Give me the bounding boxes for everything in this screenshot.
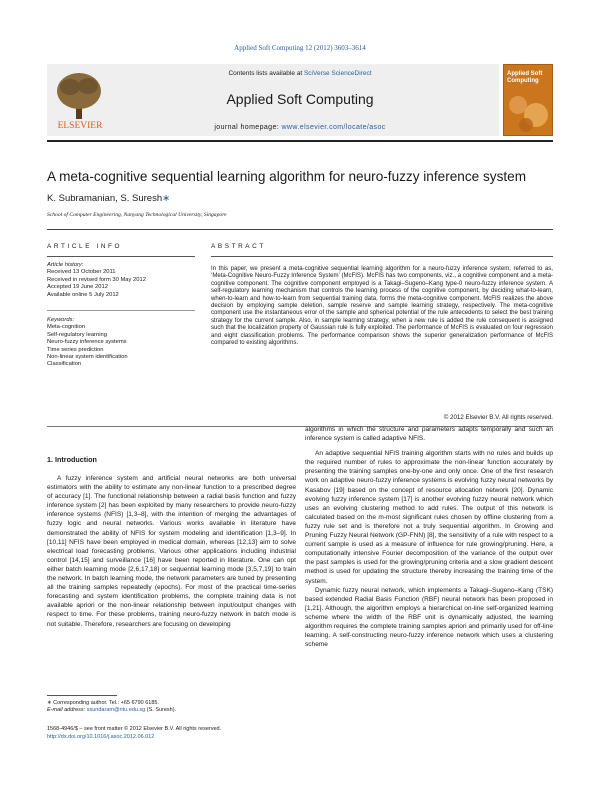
body-paragraph: An adaptive sequential NFIS training algorithm starts with no rules and builds up the required number of rules to approximate the non-linear function accurately by presenting the training samples one-by-one and only once. One of the first research work on adaptive neuro-fuzzy inference systems is evolving fuzzy neural networks by Kasabov [19] based on the concept of resource allocation network [20]. Dynamic evolving fuzzy inference system [17] is another evolving fuzzy neural network which uses an evolving clustering method to add rules. The output of this network is calculated based on the m-most significant rules chosen by offline clustering from a fuzzy rule set and is therefore not a truly sequential algorithm. In Growing and Pruning Fuzzy Neural Network (GP-FNN) [8], the sensitivity of a rule with respect to a current sample is used as a measure of influence for rule growing/pruning. Here, a computationally intensive Fourier decomposition of the variance of the output over the past samples is used for the growing/pruning criteria and a slow gradient descent method is used for updating the structure thereby increasing the training time of the system. [305,450,553,585]
cover-title: Applied Soft Computing [507,71,543,84]
abstract-rule [211,256,553,257]
history-item: Received in revised form 30 May 2012 [47,276,146,283]
section-heading-introduction: 1. Introduction [47,455,97,464]
footnote-rule [47,695,117,696]
paper-title: A meta-cognitive sequential learning algorithm for neuro-fuzzy inference system [47,169,527,184]
keywords-label: Keywords: [47,317,75,323]
keyword-item: Meta-cognition [47,324,86,331]
history-item: Accepted 19 June 2012 [47,284,108,291]
header-rule [47,140,553,142]
doi-link[interactable]: http://dx.doi.org/10.1016/j.asoc.2012.06.012 [47,734,155,740]
corresponding-author-mark[interactable]: ∗ [162,193,171,204]
publisher-name: ELSEVIER [57,121,103,131]
abstract-body: In this paper, we present a meta-cognitive sequential learning algorithm for a neuro-fuzzy inference system, referred to as, ‘Meta-Cognitive Neuro-Fuzzy Inference System’ (McFIS). McFIS has two components, viz., a cognitive component and a meta-cognitive component. The cognitive component employed is a Takagi–Sugeno–Kang type-0 neuro-fuzzy inference system. A self-regulatory learning mechanism that controls the learning process of the cognitive component, by deciding what-to-learn, when-to-learn and how-to-learn from sequential training data, forms the meta-cognitive component. McFIS realizes the above decision by employing sample deletion, sample reserve and sample learning strategy, respectively. The meta-cognitive component use the instantaneous error of the sample and spherical potential of the rule antecedents to select the best training strategy for the current sample. Also, in sample learning strategy, when a new rule is added the rule consequent is assigned such that the localization property of Gaussian rule is fully exploited. The performance of McFIS is evaluated on four regression and eight classification problems. The performance comparison shows the superior generalization performance of McFIS compared to existing algorithms. [211,266,553,347]
article-info-rule [47,256,195,257]
sciencedirect-link[interactable]: SciVerse ScienceDirect [303,70,372,77]
affiliation: School of Computer Engineering, Nanyang Technological University, Singapore [47,212,227,218]
article-history [47,262,197,299]
email-line [47,707,297,714]
author-names: K. Subramanian, S. Suresh [47,193,163,204]
cover-pattern [504,65,553,136]
keyword-item: Classification [47,361,82,368]
author-list [47,193,170,204]
issn-line: 1568-4946/$ – see front matter © 2012 Elsevier B.V. All rights reserved. [47,726,222,732]
keyword-item: Self-regulatory learning [47,331,107,338]
contents-prefix: Contents lists available at [228,70,304,77]
history-label: Article history: [47,262,84,268]
footnote [47,700,297,714]
history-item: Received 13 October 2011 [47,269,116,276]
homepage-prefix: journal homepage: [214,124,282,131]
email-owner: (S. Suresh). [145,707,177,713]
copyright-notice: © 2012 Elsevier B.V. All rights reserved. [443,414,553,421]
journal-cover-thumbnail [503,64,553,136]
keyword-item: Neuro-fuzzy inference systems [47,339,127,346]
body-paragraph: A fuzzy inference system and artificial neural networks are both universal estimators with the ability to estimate any non-linear function to a prescribed degree of accuracy [1]. The functional relationship between a radial basis function and fuzzy inference system [2] has been exploited by many researchers to provide neuro-fuzzy inference systems (NFIS) [1,3–8], with the intention of merging the advantages of fuzzy logic and neural networks. Various works available in literature have demonstrated the ability of NFIS for system modeling and identification [1,3–9]. In [10,11] NFIS have been employed in medical domain, whereas [12,13] aim to solve electrical load forecasting problems. Various other applications including industrial control [14,15] and surveillance [16] have been reported in literature. One can opt either batch learning mode [2,6,17,18] or sequential learning mode [3,5,7,19] to train the network. In batch learning mode, the network parameters are tuned by presenting all the training samples repeatedly (epochs). For most of the practical time-series forecasting and system identification problems, the complete training data is not available apriori or the non-linear relationship between input/output changes with respect to time. For these problems, training neuro-fuzzy network in batch mode is not suitable. Therefore, researchers are focusing on developing [47,475,296,628]
title-rule [47,229,553,230]
abstract-heading: ABSTRACT [211,243,266,250]
body-column-left [47,474,296,629]
article-info-heading: ARTICLE INFO [47,243,123,250]
keywords-rule [47,310,195,311]
journal-citation[interactable]: Applied Soft Computing 12 (2012) 3603–3614 [234,44,366,52]
history-item: Available online 5 July 2012 [47,291,119,298]
body-paragraph: Dynamic fuzzy neural network, which implements a Takagi–Sugeno–Kang (TSK) based extended Radial Basis Function (RBF) neural network has been proposed in [1,21]. Although, the algorithm employs a hierarchical on-line self-organized learning scheme where the width of the RBF unit is dynamically adjusted, the learning algorithm requires the complete training samples apriori and primarily used for off-line learning. A self-constructing neuro-fuzzy inference network which uses a clustering scheme [305,586,553,649]
body-column-right [305,425,553,649]
keyword-item: Non-linear system identification [47,354,128,361]
journal-title: Applied Soft Computing [226,91,374,107]
homepage-link[interactable]: www.elsevier.com/locate/asoc [281,124,386,131]
body-paragraph-continuation: algorithms in which the structure and parameters adapts temporally and such an inference system is called adaptive NFIS. [305,426,553,443]
email-link[interactable]: ssundaram@ntu.edu.sg [86,707,146,713]
keywords-list [47,317,197,369]
corresponding-author-note: ∗ Corresponding author. Tel.: +65 6790 6185. [47,700,159,706]
front-matter [47,725,347,741]
keyword-item: Time series prediction [47,346,104,353]
email-label: E-mail address: [47,707,87,713]
